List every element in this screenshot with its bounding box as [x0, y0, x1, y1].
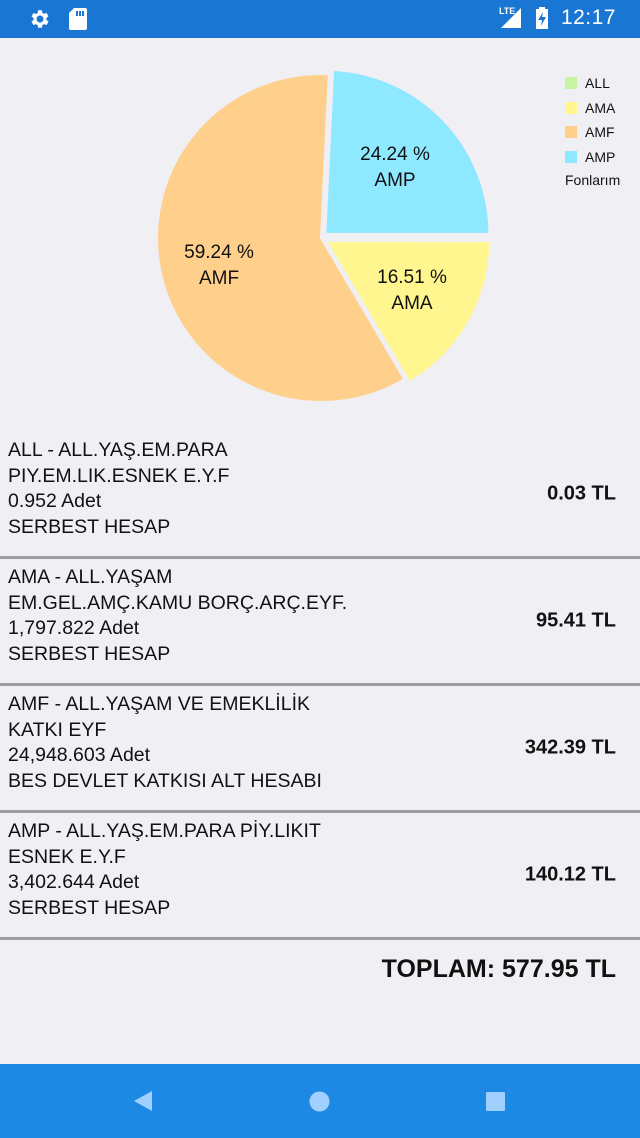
back-icon[interactable] — [133, 1090, 153, 1112]
slice-percent-label: 16.51 % — [377, 267, 447, 288]
fund-list — [0, 432, 640, 940]
legend-swatch — [565, 126, 577, 138]
legend-title: Fonlarım — [565, 172, 621, 188]
clock: 12:17 — [560, 6, 616, 29]
navigation-bar — [0, 1064, 640, 1138]
legend-swatch — [565, 151, 577, 163]
fund-name-line2: KATKI EYF — [8, 718, 107, 741]
fund-name-line2: PIY.EM.LIK.ESNEK E.Y.F — [8, 464, 230, 487]
home-icon[interactable] — [309, 1091, 330, 1112]
legend-item-ama — [565, 96, 635, 121]
slice-name-label: AMP — [374, 170, 416, 191]
chart-legend — [565, 71, 635, 188]
signal-icon — [499, 6, 523, 30]
fund-account: SERBEST HESAP — [8, 642, 171, 665]
slice-percent-label: 59.24 % — [184, 242, 254, 263]
legend-label: AMA — [585, 99, 616, 116]
fund-name-line1: AMP - ALL.YAŞ.EM.PARA PİY.LIKIT — [8, 820, 321, 842]
fund-row-amf[interactable] — [0, 686, 640, 813]
sd-card-icon — [68, 7, 88, 31]
fund-name-line1: AMA - ALL.YAŞAM — [8, 566, 173, 588]
network-type-label: LTE — [498, 6, 516, 16]
fund-row-all[interactable] — [0, 432, 640, 559]
fund-amount: 342.39 TL — [524, 736, 616, 759]
fund-account: SERBEST HESAP — [8, 896, 171, 919]
fund-account: BES DEVLET KATKISI ALT HESABI — [8, 769, 322, 792]
status-bar — [0, 0, 640, 38]
pie-chart-svg — [0, 38, 640, 430]
fund-amount: 95.41 TL — [535, 609, 616, 632]
fund-row-ama[interactable] — [0, 559, 640, 686]
slice-name-label: AMF — [198, 268, 240, 289]
legend-item-amp — [565, 145, 635, 170]
legend-swatch — [565, 77, 577, 89]
battery-charging-icon — [535, 6, 549, 30]
fund-account: SERBEST HESAP — [8, 515, 171, 538]
slice-percent-label: 24.24 % — [360, 144, 430, 165]
fund-name-line1: AMF - ALL.YAŞAM VE EMEKLİLİK — [8, 693, 310, 715]
legend-label: ALL — [585, 75, 610, 92]
fund-units: 3,402.644 Adet — [8, 871, 140, 894]
fund-units: 1,797.822 Adet — [8, 617, 140, 640]
legend-swatch — [565, 102, 577, 114]
fund-amount: 140.12 TL — [524, 863, 616, 886]
pie-chart — [0, 38, 640, 430]
fund-row-amp[interactable] — [0, 813, 640, 940]
fund-units: 24,948.603 Adet — [8, 744, 151, 767]
gear-icon — [28, 7, 52, 31]
legend-item-amf — [565, 120, 635, 145]
legend-label: AMP — [585, 148, 616, 165]
fund-name-line2: ESNEK E.Y.F — [8, 845, 126, 868]
fund-name-line1: ALL - ALL.YAŞ.EM.PARA — [8, 439, 228, 461]
fund-amount: 0.03 TL — [547, 482, 616, 505]
slice-name-label: AMA — [391, 293, 433, 314]
fund-name-line2: EM.GEL.AMÇ.KAMU BORÇ.ARÇ.EYF. — [8, 591, 348, 614]
total-label: TOPLAM: 577.95 TL — [381, 955, 616, 983]
recents-icon[interactable] — [486, 1092, 505, 1111]
legend-label: AMF — [585, 124, 615, 141]
legend-item-all — [565, 71, 635, 96]
fund-units: 0.952 Adet — [8, 490, 102, 513]
